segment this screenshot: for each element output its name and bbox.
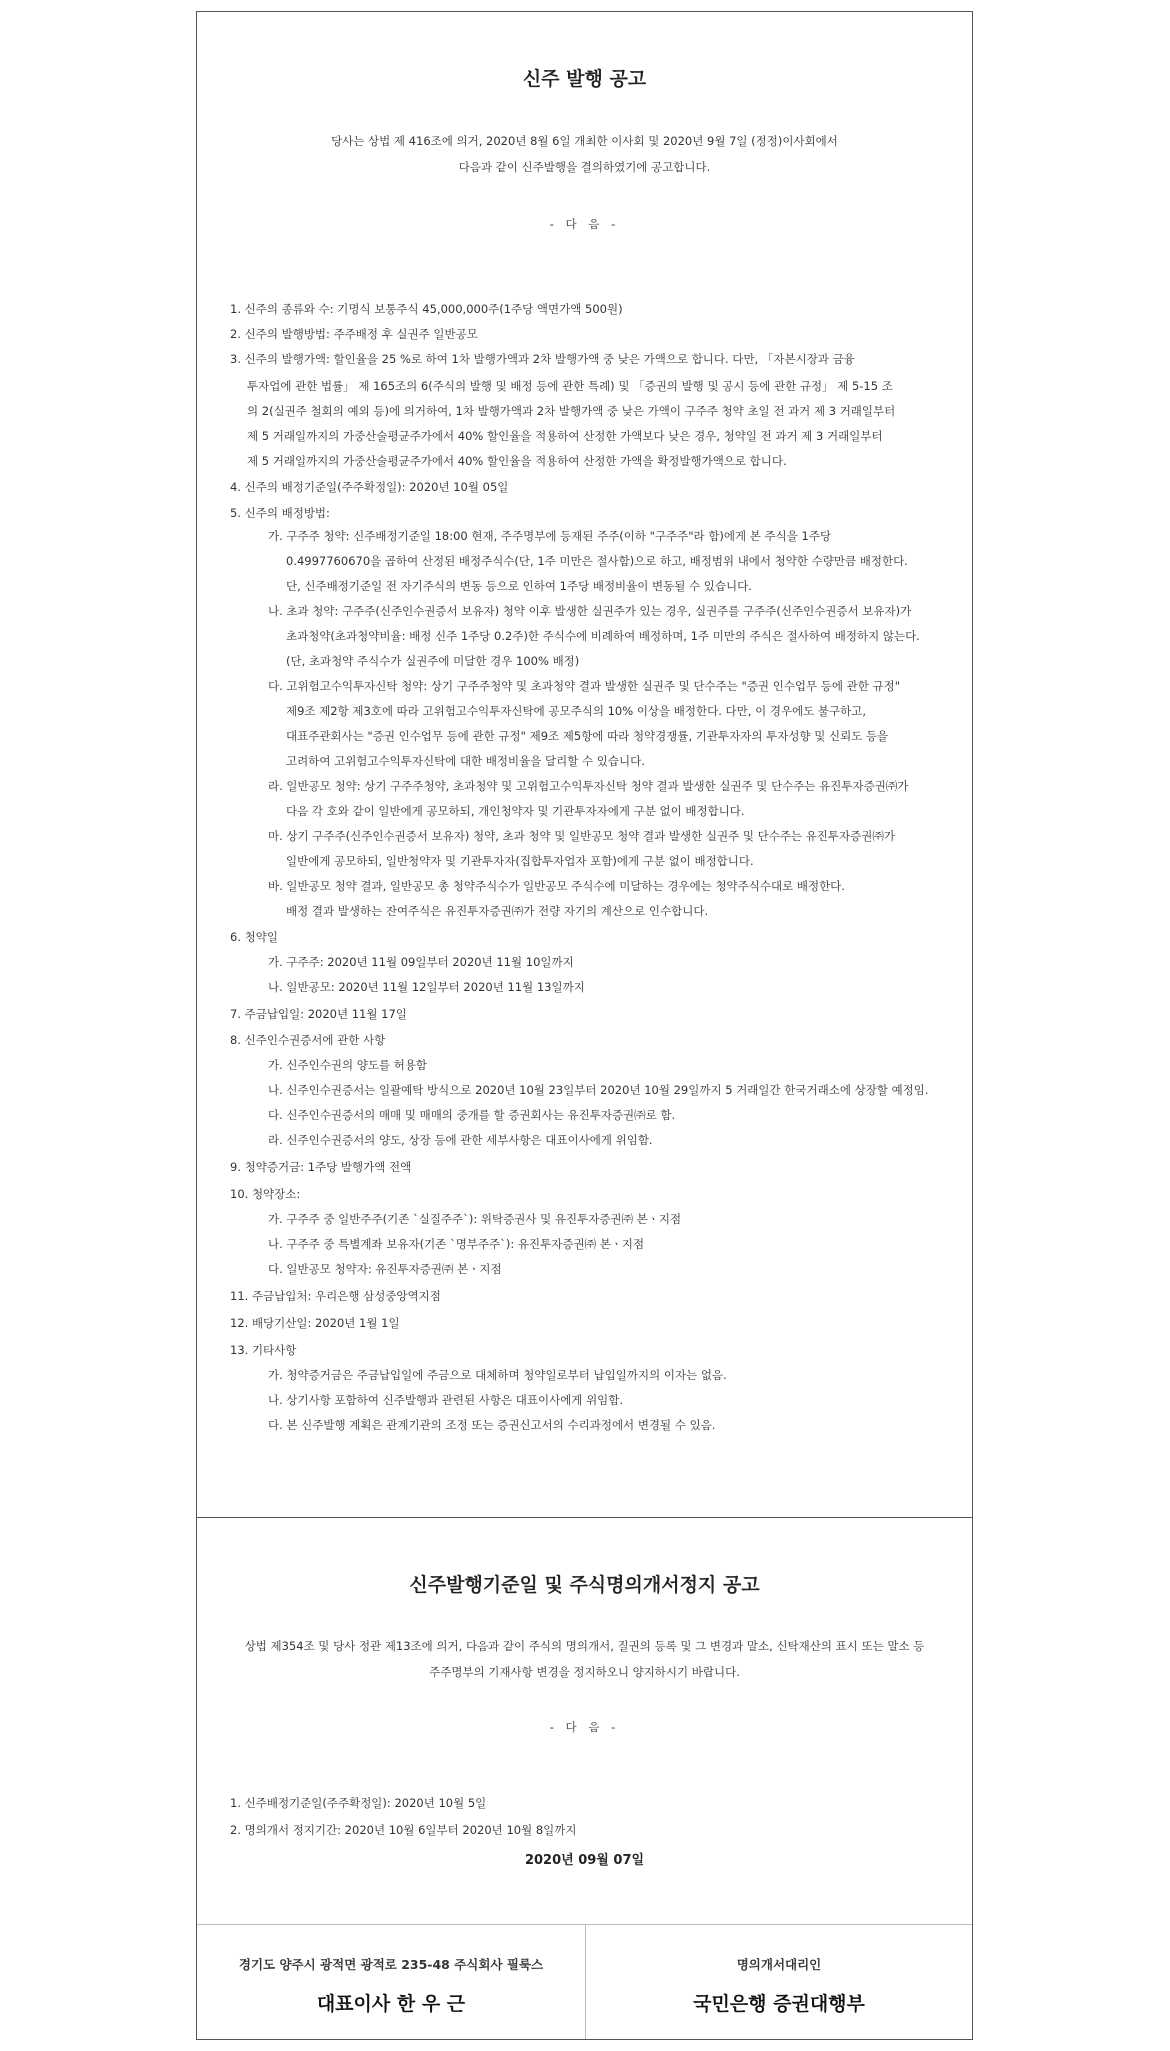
notice-item-line: 고려하여 고위험고수익투자신탁에 대한 배정비율을 달리할 수 있습니다. <box>286 754 645 768</box>
notice-item-line: 라. 일반공모 청약: 상기 구주주청약, 초과청약 및 고위험고수익투자신탁 청약 결과 발생한 실권주 및 단수주는 유진투자증권㈜가 <box>268 779 909 793</box>
notice-date: 2020년 09월 07일 <box>524 1853 645 1868</box>
record-date-notice <box>197 1517 972 1924</box>
notice-item-line: 1. 신주의 종류와 수: 기명식 보통주식 45,000,000주(1주당 액면가액 500원) <box>230 302 623 316</box>
notice-item-line: 가. 구주주 중 일반주주(기존 `실질주주`): 위탁증권사 및 유진투자증권㈜ 본ㆍ지점 <box>268 1212 682 1226</box>
notice-item-line: 0.4997760670을 곱하여 산정된 배정주식수(단, 1주 미만은 절사함)으로 하고, 배정범위 내에서 청약한 수량만큼 배정한다. <box>286 554 908 568</box>
notice-item-line: 제 5 거래일까지의 가중산술평균주가에서 40% 할인율을 적용하여 산정한 가액보다 낮은 경우, 청약일 전 과거 제 3 거래일부터 <box>247 429 883 443</box>
intro-line: 다음과 같이 신주발행을 결의하였기에 공고합니다. <box>458 160 711 174</box>
daeum-heading: - 다 음 - <box>549 217 620 231</box>
company-address: 경기도 양주시 광적면 광적로 235-48 주식회사 필룩스 <box>238 1957 544 1972</box>
agent-column <box>586 1925 972 2039</box>
notice-item-line: 5. 신주의 배정방법: <box>230 506 330 520</box>
notice-intro <box>197 1633 972 1685</box>
notice-item-line: 가. 신주인수권의 양도를 허용함 <box>268 1058 428 1072</box>
notice-item-line: 4. 신주의 배정기준일(주주확정일): 2020년 10월 05일 <box>230 480 509 494</box>
notice-item-line: 다음 각 호와 같이 일반에게 공모하되, 개인청약자 및 기관투자자에게 구분 없이 배정합니다. <box>286 804 745 818</box>
notice-item-line: 대표주관회사는 "증권 인수업무 등에 관한 규정" 제9조 제5항에 따라 청약경쟁률, 기관투자자의 투자성향 및 신뢰도 등을 <box>286 729 889 743</box>
notice-item-line: 가. 청약증거금은 주금납입일에 주금으로 대체하며 청약일로부터 납입일까지의 이자는 없음. <box>268 1368 727 1382</box>
new-share-issuance-notice <box>197 12 972 1517</box>
notice-item-line: 라. 신주인수권증서의 양도, 상장 등에 관한 세부사항은 대표이사에게 위임함. <box>268 1133 653 1147</box>
notice-item-line: 다. 고위험고수익투자신탁 청약: 상기 구주주청약 및 초과청약 결과 발생한 실권주 및 단수주는 "증권 인수업무 등에 관한 규정" <box>268 679 901 693</box>
notice-item-line: 초과청약(초과청약비율: 배정 신주 1주당 0.2주)한 주식수에 비례하여 배정하며, 1주 미만의 주식은 절사하여 배정하지 않는다. <box>286 629 920 643</box>
notice-intro <box>197 128 972 180</box>
ceo-name: 대표이사 한 우 근 <box>316 1993 466 2015</box>
notice-item-line: 단, 신주배정기준일 전 자기주식의 변동 등으로 인하여 1주당 배정비율이 변동될 수 있습니다. <box>286 579 752 593</box>
notice-item-line: 제 5 거래일까지의 가중산술평균주가에서 40% 할인율을 적용하여 산정한 가액을 확정발행가액으로 합니다. <box>247 454 787 468</box>
notice-item-line: 나. 상기사항 포함하여 신주발행과 관련된 사항은 대표이사에게 위임함. <box>268 1393 624 1407</box>
notice-item-line: 2. 신주의 발행방법: 주주배정 후 실권주 일반공모 <box>230 327 478 341</box>
notice-item-line: 13. 기타사항 <box>230 1343 297 1357</box>
intro-line: 당사는 상법 제 416조에 의거, 2020년 8월 6일 개최한 이사회 및 2020년 9월 7일 (정정)이사회에서 <box>331 134 838 148</box>
notice-item-line: 6. 청약일 <box>230 930 278 944</box>
notice-item-line: 의 2(실권주 철회의 예외 등)에 의거하여, 1차 발행가액과 2차 발행가액 중 낮은 가액이 구주주 청약 초일 전 과거 제 3 거래일부터 <box>247 404 896 418</box>
notice-title: 신주 발행 공고 <box>522 68 647 90</box>
agent-label: 명의개서대리인 <box>736 1957 822 1972</box>
intro-line: 상법 제354조 및 당사 정관 제13조에 의거, 다음과 같이 주식의 명의개서, 질권의 등록 및 그 변경과 말소, 신탁재산의 표시 또는 말소 등 <box>244 1639 925 1653</box>
notice-item-line: 11. 주금납입처: 우리은행 삼성중앙역지점 <box>230 1289 441 1303</box>
notice-item-line: 나. 구주주 중 특별계좌 보유자(기존 `명부주주`): 유진투자증권㈜ 본ㆍ지점 <box>268 1237 645 1251</box>
notice-frame <box>196 11 973 2040</box>
notice-item-line: 제9조 제2항 제3호에 따라 고위험고수익투자신탁에 공모주식의 10% 이상을 배정한다. 다만, 이 경우에도 불구하고, <box>286 704 867 718</box>
notice-item-line: 7. 주금납입일: 2020년 11월 17일 <box>230 1007 407 1021</box>
notice-item-line: 투자업에 관한 법률」 제 165조의 6(주식의 발행 및 배정 등에 관한 특례) 및 「증권의 발행 및 공시 등에 관한 규정」 제 5-15 조 <box>247 379 893 393</box>
daeum-heading: - 다 음 - <box>549 1720 620 1734</box>
notice-item-line: 8. 신주인수권증서에 관한 사항 <box>230 1033 386 1047</box>
notice-item-line: 나. 초과 청약: 구주주(신주인수권증서 보유자) 청약 이후 발생한 실권주가 있는 경우, 실권주를 구주주(신주인수권증서 보유자)가 <box>268 604 912 618</box>
notice-item-line: 다. 신주인수권증서의 매매 및 매매의 중개를 할 증권회사는 유진투자증권㈜로 함. <box>268 1108 676 1122</box>
notice-item-line: 1. 신주배정기준일(주주확정일): 2020년 10월 5일 <box>230 1796 487 1810</box>
notice-item-line: 다. 본 신주발행 계획은 관계기관의 조정 또는 증권신고서의 수리과정에서 변경될 수 있음. <box>268 1418 716 1432</box>
signature-block <box>197 1924 972 2039</box>
notice-item-line: 일반에게 공모하되, 일반청약자 및 기관투자자(집합투자업자 포함)에게 구분 없이 배정합니다. <box>286 854 754 868</box>
notice-title: 신주발행기준일 및 주식명의개서정지 공고 <box>409 1574 760 1596</box>
notice-item-line: (단, 초과청약 주식수가 실권주에 미달한 경우 100% 배정) <box>286 654 580 668</box>
notice-item-line: 10. 청약장소: <box>230 1187 301 1201</box>
notice-item-line: 가. 구주주: 2020년 11월 09일부터 2020년 11월 10일까지 <box>268 955 574 969</box>
notice-item-line: 2. 명의개서 정지기간: 2020년 10월 6일부터 2020년 10월 8일까지 <box>230 1823 577 1837</box>
notice-item-line: 바. 일반공모 청약 결과, 일반공모 총 청약주식수가 일반공모 주식수에 미달하는 경우에는 청약주식수대로 배정한다. <box>268 879 845 893</box>
notice-item-line: 다. 일반공모 청약자: 유진투자증권㈜ 본ㆍ지점 <box>268 1262 502 1276</box>
notice-item-line: 3. 신주의 발행가액: 할인율을 25 %로 하여 1차 발행가액과 2차 발행가액 중 낮은 가액으로 합니다. 다만, 「자본시장과 금융 <box>230 352 855 366</box>
notice-item-line: 12. 배당기산일: 2020년 1월 1일 <box>230 1316 400 1330</box>
notice-item-line: 배정 결과 발생하는 잔여주식은 유진투자증권㈜가 전량 자기의 계산으로 인수합니다. <box>286 904 709 918</box>
intro-line: 주주명부의 기재사항 변경을 정지하오니 양지하시기 바랍니다. <box>429 1665 740 1679</box>
notice-item-line: 나. 신주인수권증서는 일괄예탁 방식으로 2020년 10월 23일부터 2020년 10월 29일까지 5 거래일간 한국거래소에 상장할 예정임. <box>268 1083 929 1097</box>
notice-item-line: 가. 구주주 청약: 신주배정기준일 18:00 현재, 주주명부에 등재된 주주(이하 "구주주"라 함)에게 본 주식을 1주당 <box>268 529 832 543</box>
company-column <box>197 1925 586 2039</box>
notice-item-line: 마. 상기 구주주(신주인수권증서 보유자) 청약, 초과 청약 및 일반공모 청약 결과 발생한 실권주 및 단수주는 유진투자증권㈜가 <box>268 829 895 843</box>
agent-name: 국민은행 증권대행부 <box>693 1993 865 2015</box>
notice-item-line: 나. 일반공모: 2020년 11월 12일부터 2020년 11월 13일까지 <box>268 980 585 994</box>
notice-item-line: 9. 청약증거금: 1주당 발행가액 전액 <box>230 1160 412 1174</box>
